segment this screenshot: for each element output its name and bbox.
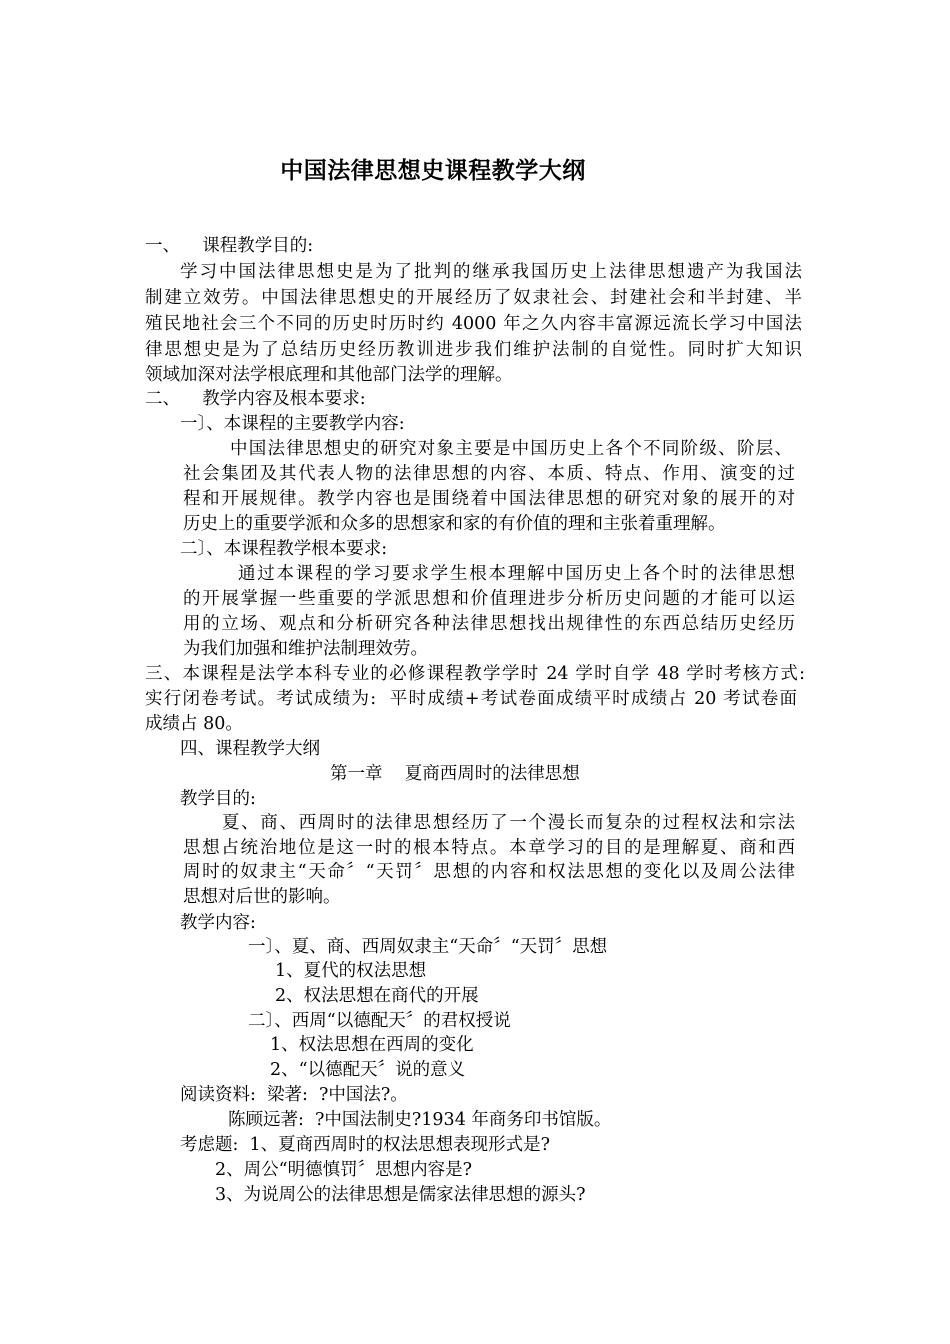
teaching-purpose-line-4: 思想对后世的影响。 — [183, 887, 341, 907]
section-1-line-5: 领域加深对法学根底理和其他部门法学的理解。 — [145, 365, 513, 385]
teaching-content-heading: 教学内容: — [180, 913, 256, 933]
reading-materials-1: 阅读资料: 梁著: ?中国法?。 — [180, 1085, 408, 1105]
teaching-purpose-heading: 教学目的: — [180, 789, 256, 809]
reading-materials-2: 陈顾远著: ?中国法制史?1934 年商务印书馆版。 — [228, 1110, 612, 1130]
question-3: 3、为说周公的法律思想是儒家法律思想的源头? — [215, 1185, 586, 1205]
section-2-sub-1-line-1: 中国法律思想史的研究对象主要是中国历史上各个不同阶级、阶层、 — [230, 439, 792, 459]
section-2-sub-2-heading: 二〕、本课程教学根本要求: — [180, 539, 388, 559]
teaching-purpose-line-2: 思想占统治地位是这一时的根本特点。本章学习的目的是理解夏、商和西 — [183, 838, 795, 858]
section-4-heading: 四、课程教学大纲 — [180, 739, 320, 759]
section-3-line-1: 三、本课程是法学本科专业的必修课程教学学时 24 学时自学 48 学时考核方式: — [145, 664, 805, 684]
outline-item-2-1: 1、权法思想在西周的变化 — [270, 1035, 474, 1055]
section-1-line-2: 制建立效劳。中国法律思想史的开展经历了奴隶社会、封建社会和半封建、半 — [145, 288, 802, 308]
section-2-heading: 二、 教学内容及根本要求: — [145, 389, 366, 409]
section-2-sub-2-line-3: 用的立场、观点和分析研究各种法律思想找出规律性的东西总结历史经历 — [183, 614, 795, 634]
section-1-line-4: 律思想史是为了总结历史经历教训进步我们维护法制的自觉性。同时扩大知识 — [145, 340, 802, 360]
question-1: 考虑题: 1、夏商西周时的权法思想表现形式是? — [180, 1135, 551, 1155]
section-1-line-3: 殖民地社会三个不同的历史时历时约 4000 年之久内容丰富源远流长学习中国法 — [145, 314, 802, 334]
section-2-sub-2-line-1: 通过本课程的学习要求学生根本理解中国历史上各个时的法律思想 — [238, 564, 795, 584]
section-2-sub-2-line-4: 为我们加强和维护法制理效劳。 — [183, 639, 428, 659]
section-3-line-2: 实行闭卷考试。考试成绩为: 平时成绩+考试卷面成绩平时成绩占 20 考试卷面 — [145, 689, 797, 709]
section-2-sub-1-line-2: 社会集团及其代表人物的法律思想的内容、本质、特点、作用、演变的过 — [183, 464, 795, 484]
teaching-purpose-line-3: 周时的奴隶主“天命〞“天罚〞思想的内容和权法思想的变化以及周公法律 — [183, 862, 795, 882]
question-2: 2、周公“明德慎罚〞思想内容是? — [215, 1160, 472, 1180]
outline-item-1-1: 1、夏代的权法思想 — [275, 961, 427, 981]
chapter-1-title: 第一章 夏商西周时的法律思想 — [330, 764, 580, 784]
document-title: 中国法律思想史课程教学大纲 — [280, 158, 586, 184]
section-3-line-3: 成绩占 80。 — [145, 714, 243, 734]
section-2-sub-1-heading: 一〕、本课程的主要教学内容: — [180, 414, 405, 434]
section-2-sub-2-line-2: 的开展掌握一些重要的学派思想和价值理进步分析历史问题的才能可以运 — [183, 589, 795, 609]
outline-item-1: 一〕、夏、商、西周奴隶主“天命〞“天罚〞思想 — [248, 937, 608, 957]
section-2-sub-1-line-3: 程和开展规律。教学内容也是围绕着中国法律思想的研究对象的展开的对 — [183, 489, 795, 509]
outline-item-2: 二〕、西周“以德配天〞的君权授说 — [248, 1011, 511, 1031]
section-1-heading: 一、 课程教学目的: — [145, 236, 314, 256]
section-1-line-1: 学习中国法律思想史是为了批判的继承我国历史上法律思想遗产为我国法 — [180, 262, 802, 282]
section-2-sub-1-line-4: 历史上的重要学派和众多的思想家和家的有价值的理和主张着重理解。 — [183, 514, 726, 534]
outline-item-2-2: 2、“以德配天〞说的意义 — [270, 1060, 466, 1080]
outline-item-1-2: 2、权法思想在商代的开展 — [275, 986, 479, 1006]
teaching-purpose-line-1: 夏、商、西周时的法律思想经历了一个漫长而复杂的过程权法和宗法 — [222, 813, 795, 833]
